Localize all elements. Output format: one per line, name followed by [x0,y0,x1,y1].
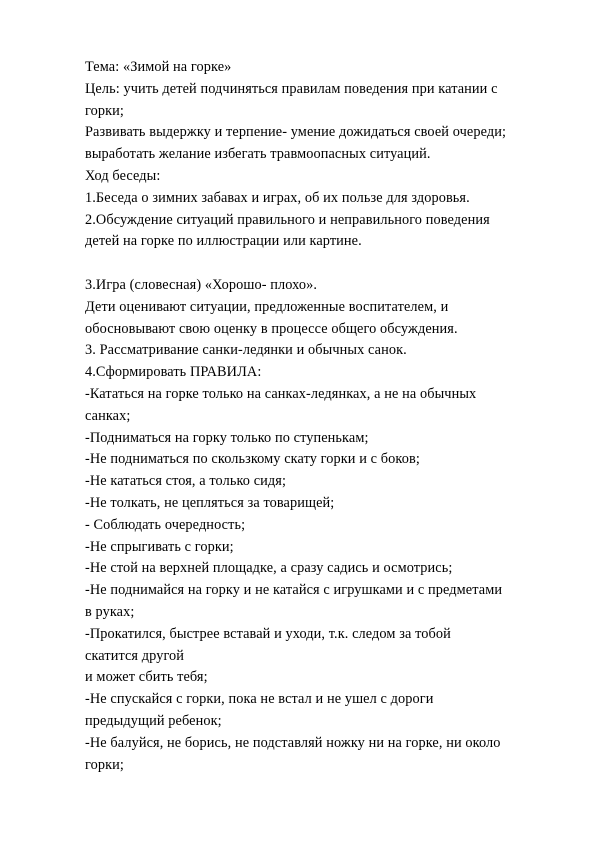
develop-line: Развивать выдержку и терпение- умение дожидаться своей очереди; [85,124,507,141]
blank-line [85,253,555,275]
rule-line: в руках; [85,603,135,620]
step-3-sleds-line: 3. Рассматривание санки-ледянки и обычных санок. [85,342,407,359]
rule-line: -Не балуйся, не борись, не подставляй ножку ни на горке, ни около [85,734,501,751]
rule-line: и может сбить тебя; [85,669,208,686]
step-4-rules-heading: 4.Сформировать ПРАВИЛА: [85,364,262,381]
rule-line: горки; [85,756,124,773]
section-heading: Ход беседы: [85,167,161,184]
step-3-game-line: 3.Игра (словесная) «Хорошо- плохо». [85,276,318,293]
goal-line: Цель: учить детей подчиняться правилам поведения при катании с [85,80,498,97]
rule-line: -Не толкать, не цепляться за товарищей; [85,494,335,511]
game-description-line: Дети оценивают ситуации, предложенные воспитателем, и [85,298,449,315]
develop-line-continued: выработать желание избегать травмоопасных ситуаций. [85,146,431,163]
rule-line: санках; [85,407,131,424]
rule-line: -Подниматься на горку только по ступенькам; [85,429,369,446]
step-1-line: 1.Беседа о зимних забавах и играх, об их пользе для здоровья. [85,189,470,206]
document-page [85,57,555,776]
rule-line: -Не подниматься по скользкому скату горки и с боков; [85,451,420,468]
rule-line: предыдущий ребенок; [85,712,222,729]
rule-line: -Не поднимайся на горку и не катайся с игрушками и с предметами [85,582,503,599]
rule-line: -Не спрыгивать с горки; [85,538,234,555]
rule-line: -Прокатился, быстрее вставай и уходи, т.к. следом за тобой [85,625,451,642]
rule-line: -Не кататься стоя, а только сидя; [85,473,287,490]
rule-line: -Кататься на горке только на санках-ледянках, а не на обычных [85,385,477,402]
rule-line: -Не спускайся с горки, пока не встал и не ушел с дороги [85,691,434,708]
goal-line-continued: горки; [85,102,124,119]
rule-line: -Не стой на верхней площадке, а сразу садись и осмотрись; [85,560,453,577]
rule-line: скатится другой [85,647,185,664]
step-2-line: 2.Обсуждение ситуаций правильного и неправильного поведения [85,211,490,228]
rule-line: - Соблюдать очередность; [85,516,246,533]
game-description-line-continued: обосновывают свою оценку в процессе общего обсуждения. [85,320,458,337]
topic-line: Тема: «Зимой на горке» [85,59,232,75]
step-2-line-continued: детей на горке по иллюстрации или картине. [85,233,362,250]
